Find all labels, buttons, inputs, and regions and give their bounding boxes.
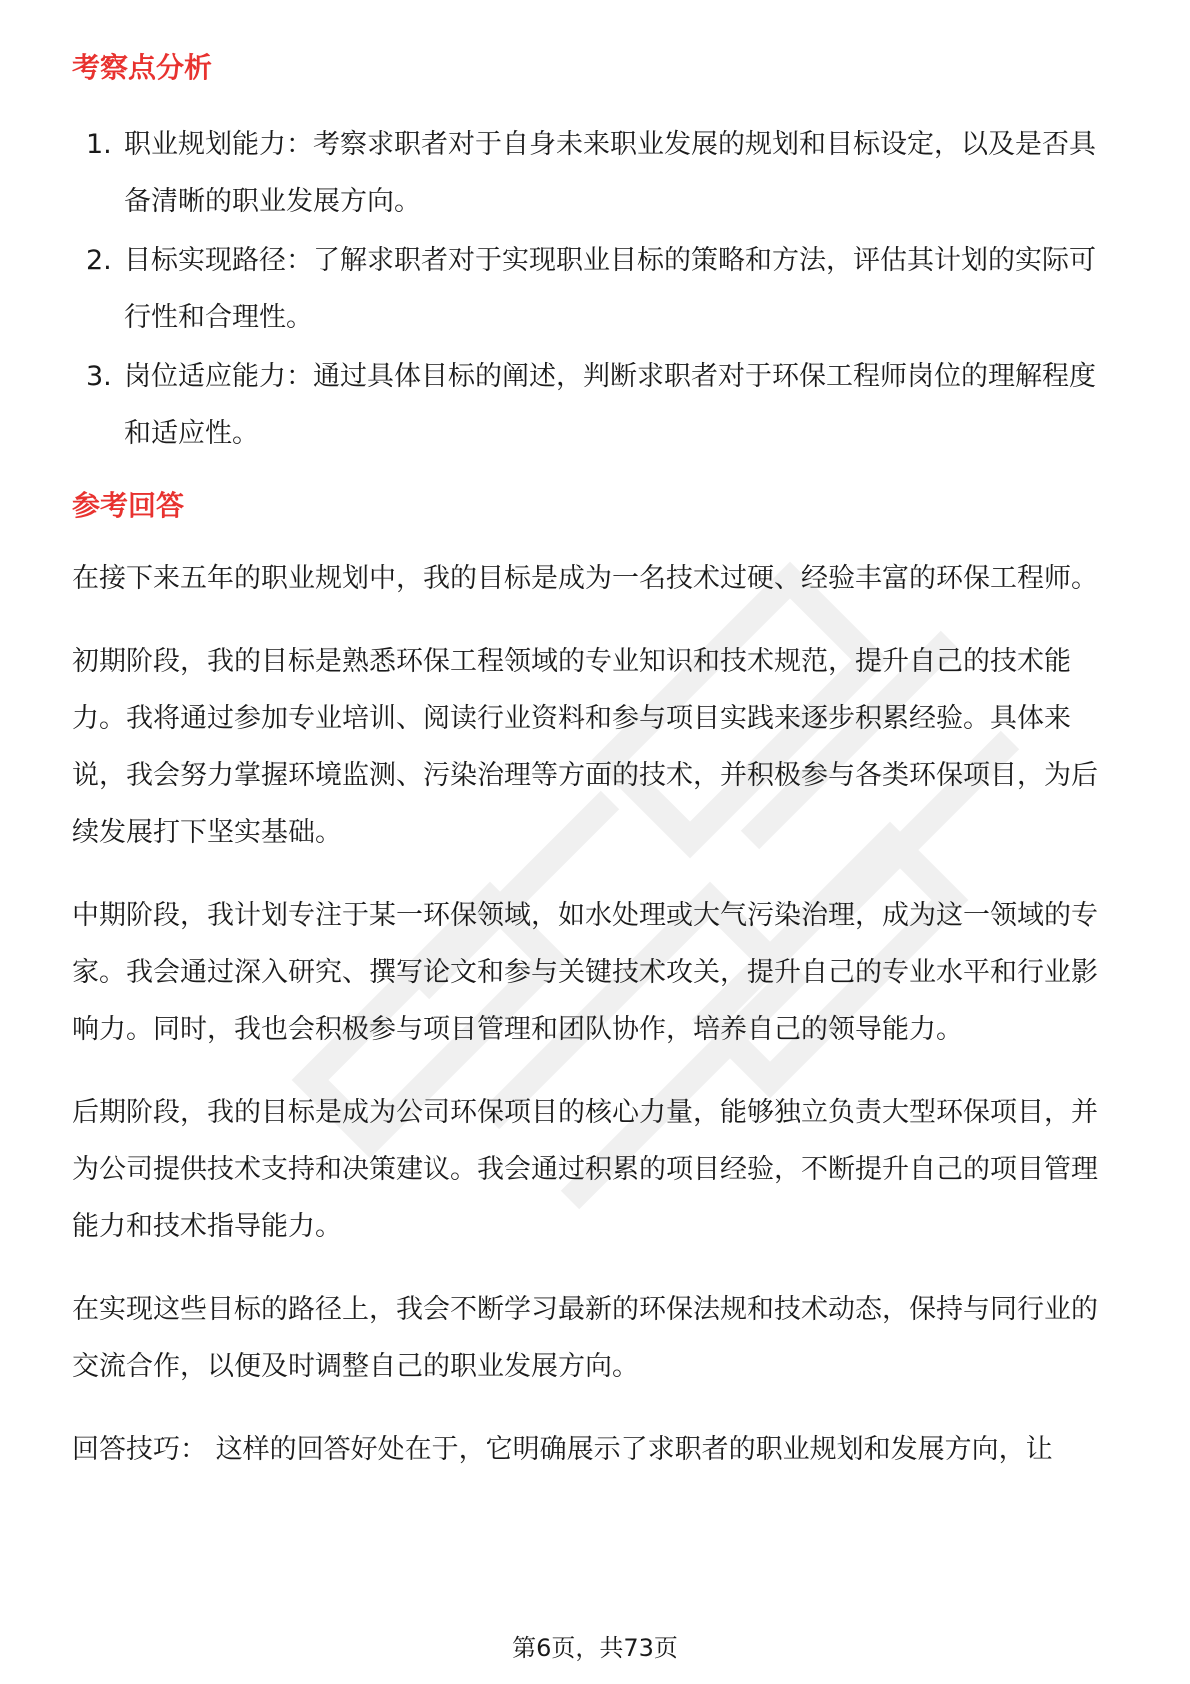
document-page <box>72 48 1118 1478</box>
analysis-heading: 考察点分析 <box>72 51 213 84</box>
answer-paragraph: 在接下来五年的职业规划中，我的目标是成为一名技术过硬、经验丰富的环保工程师。 <box>72 563 1098 594</box>
answer-paragraph: 后期阶段，我的目标是成为公司环保项目的核心力量，能够独立负责大型环保项目，并为公司提供技术支持和决策建议。我会通过积累的项目经验，不断提升自己的项目管理能力和技术指导能力。 <box>72 1097 1098 1242</box>
list-item <box>72 348 1118 462</box>
answer-tips-paragraph: 回答技巧： 这样的回答好处在于，它明确展示了求职者的职业规划和发展方向，让 <box>72 1434 1053 1465</box>
page-number: 第6页，共73页 <box>512 1634 678 1662</box>
answer-paragraph: 初期阶段，我的目标是熟悉环保工程领域的专业知识和技术规范，提升自己的技术能力。我将通过参加专业培训、阅读行业资料和参与项目实践来逐步积累经验。具体来说，我会努力掌握环境监测、污染治理等方面的技术，并积极参与各类环保项目，为后续发展打下坚实基础。 <box>72 646 1098 848</box>
list-item <box>72 232 1118 346</box>
analysis-list <box>72 116 1118 462</box>
list-item-text: 目标实现路径：了解求职者对于实现职业目标的策略和方法，评估其计划的实际可行性和合理性。 <box>124 245 1096 333</box>
list-item-number: 1. <box>86 129 112 160</box>
list-item-number: 3. <box>86 361 112 392</box>
list-item-text: 职业规划能力：考察求职者对于自身未来职业发展的规划和目标设定，以及是否具备清晰的职业发展方向。 <box>124 129 1096 217</box>
answer-paragraph: 在实现这些目标的路径上，我会不断学习最新的环保法规和技术动态，保持与同行业的交流合作，以便及时调整自己的职业发展方向。 <box>72 1294 1098 1382</box>
answer-paragraph: 中期阶段，我计划专注于某一环保领域，如水处理或大气污染治理，成为这一领域的专家。我会通过深入研究、撰写论文和参与关键技术攻关，提升自己的专业水平和行业影响力。同时，我也会积极参与项目管理和团队协作，培养自己的领导能力。 <box>72 900 1098 1045</box>
list-item-number: 2. <box>86 245 112 276</box>
list-item-text: 岗位适应能力：通过具体目标的阐述，判断求职者对于环保工程师岗位的理解程度和适应性。 <box>124 361 1096 449</box>
answer-heading: 参考回答 <box>72 489 185 522</box>
list-item <box>72 116 1118 230</box>
